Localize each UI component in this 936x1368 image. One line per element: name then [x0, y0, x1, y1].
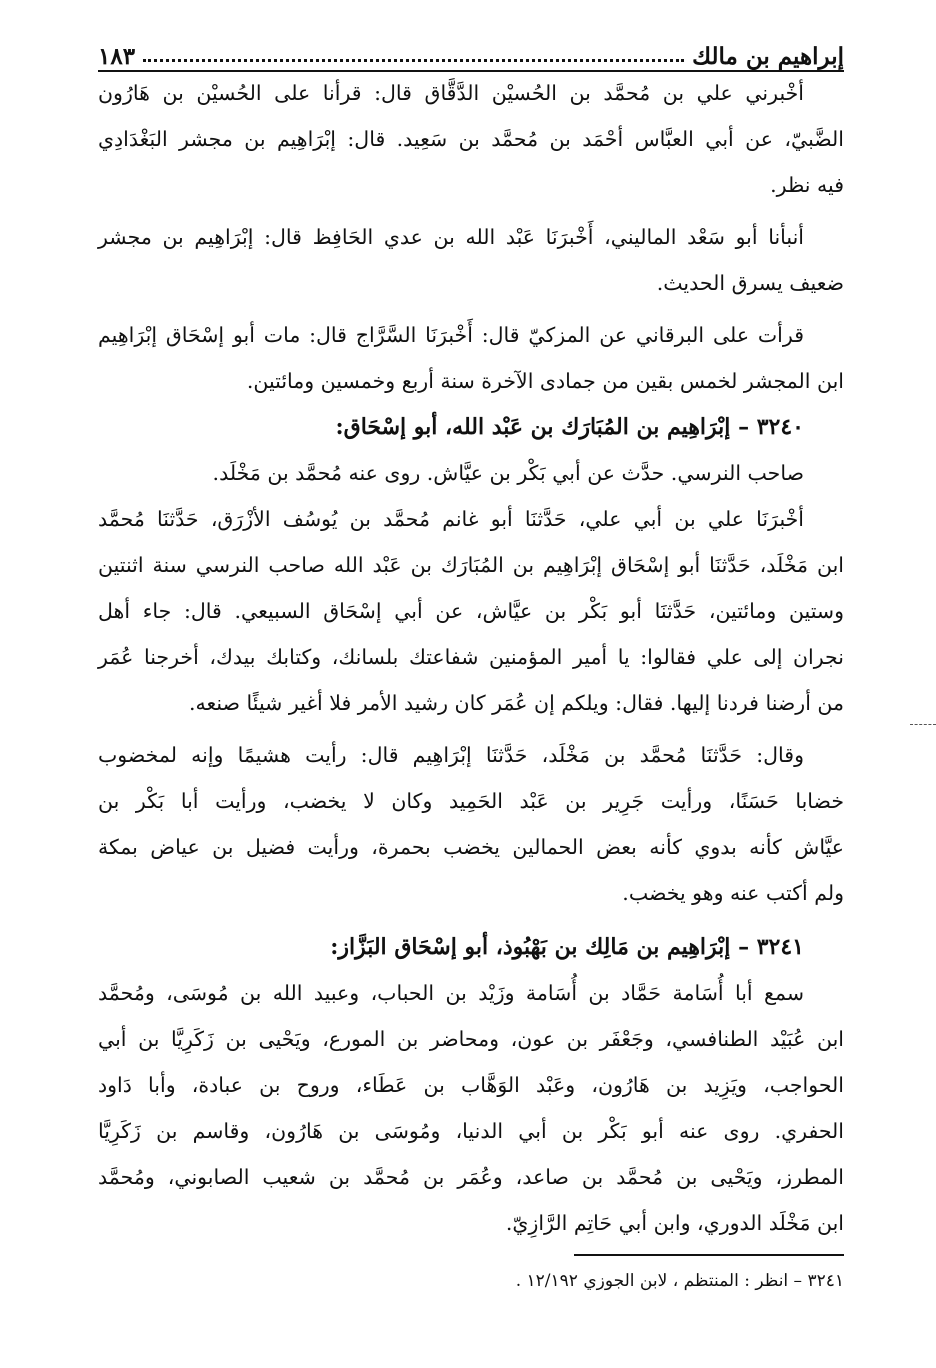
text-line: من أرضنا فردنا إليها. فقال: ويلكم إن عُمَر كان رشيد الأمر فلا أغير شيئًا صنعه.: [189, 691, 844, 715]
text-line: ابن المجشر لخمس بقين من جمادى الآخرة سنة أربع وخمسين ومائتين.: [246, 369, 844, 393]
entry-3241: [98, 924, 844, 1246]
text-line: أنبأنا أبو سَعْد الماليني، أَخْبرَنَا عَبْد الله بن عدي الحَافِظ قال: إبْرَاهِيم بن مجشر: [98, 225, 804, 249]
text-line: المطرز، ويَحْيى بن مُحمَّد بن صاعد، وعُمَر بن مُحمَّد بن شعيب الصابوني، ومُحمَّد: [98, 1165, 844, 1189]
text-line: أخْبرَنَا علي بن أبي علي، حَدَّثنَا أبو غانم مُحمَّد بن يُوسُف الأزْرَق، حَدَّثنَا مُحمَّد: [98, 507, 804, 531]
text-line: صاحب النرسي. حدَّث عن أبي بَكْر بن عيَّاش. روى عنه مُحمَّد بن مَخْلَد.: [212, 461, 804, 485]
text-line: فيه نظر.: [770, 173, 844, 197]
text-line: وقال: حَدَّثنَا مُحمَّد بن مَخْلَد، حَدَّثنَا إبْرَاهِيم قال: رأيت هشيمًا وإنه لمخضوب: [98, 743, 804, 767]
text-line: قرأت على البرقاني عن المزكيّ قال: أَخْبرَنَا السَّرَّاج قال: مات أبو إسْحَاق إبْرَاهِيم: [98, 323, 804, 347]
text-line: ابن مَخْلَد الدوري، وابن أبي حَاتِم الرَّازِيّ.: [505, 1211, 844, 1235]
footnote-divider: [574, 1254, 844, 1256]
text-line: خضابا حَسَنًا، ورأيت جَرِير بن عَبْد الحَمِيد وكان لا يخضب، ورأيت أبا بَكْر بن: [98, 789, 844, 813]
header-dotted-leader: [143, 59, 684, 62]
text-line: الضَّبيّ، عن أبي العبَّاس أحْمَد بن مُحمَّد بن سَعِيد. قال: إبْرَاهِيم بن مجشر البَغْدَادِي: [98, 127, 844, 151]
text-line: نجران إلى علي فقالوا: يا أمير المؤمنين شفاعتك بلسانك، وكتابك بيدك، أخرجنا عُمَر: [98, 645, 844, 669]
page-header: [98, 30, 844, 72]
entry-heading: ٣٢٤٠ – إبْرَاهِيم بن المُبَارَك بن عَبْد الله، أبو إسْحَاق:: [335, 414, 804, 440]
text-line: سمع أبا أُسَامة حَمَّاد بن أُسَامة وزَيْد بن الحباب، وعبيد الله بن مُوسَى، ومُحمَّد: [98, 981, 804, 1005]
page-number: ١٨٣: [98, 43, 136, 70]
text-block-1: [98, 70, 844, 404]
footnote: ٣٢٤١ – انظر : المنتظم ، لابن الجوزي ١٢/١٩٢ .: [515, 1271, 844, 1291]
text-line: ضعيف يسرق الحديث.: [656, 271, 844, 295]
text-line: ابن مَخْلَد، حَدَّثنَا أبو إسْحَاق إبْرَاهِيم بن المُبَارَك بن عَبْد الله صاحب النرسي سنة اثنتين: [98, 553, 844, 577]
text-line: الحفري. روى عنه أبو بَكْر بن أبي الدنيا، ومُوسَى بن هَارُون، وقاسم بن زَكَرِيَّا: [98, 1119, 844, 1143]
entry-3240: [98, 404, 844, 916]
entry-heading: ٣٢٤١ – إبْرَاهِيم بن مَالِك بن بَهْبُوذ، أبو إسْحَاق البَزَّاز:: [330, 934, 804, 960]
running-title: إبراهيم بن مالك: [692, 43, 844, 70]
text-line: ولم أكتب عنه وهو يخضب.: [622, 881, 844, 905]
text-line: عيَّاش كأنه بدوي كأنه بعض الحمالين يخضب بحمرة، ورأيت فضيل بن عياض بمكة: [98, 835, 844, 859]
text-line: وستين ومائتين، حَدَّثنَا أبو بَكْر بن عيَّاش، عن أبي إسْحَاق السبيعي. قال: جاء أهل: [98, 599, 844, 623]
text-line: الحواجب، ويَزِيد بن هَارُون، وعَبْد الوَهَّاب بن عَطَاء، وروح بن عبادة، وأبا دَاود: [98, 1073, 844, 1097]
text-line: ابن عُبَيْد الطنافسي، وجَعْفَر بن عون، ومحاضر بن المورع، ويَحْيى بن زَكَرِيَّا بن أبي: [98, 1027, 844, 1051]
text-line: أخْبرني علي بن مُحمَّد بن الحُسيْن الدَّقَّاق قال: قرأنا على الحُسيْن بن هَارُون: [98, 81, 804, 105]
margin-mark: [910, 724, 936, 726]
